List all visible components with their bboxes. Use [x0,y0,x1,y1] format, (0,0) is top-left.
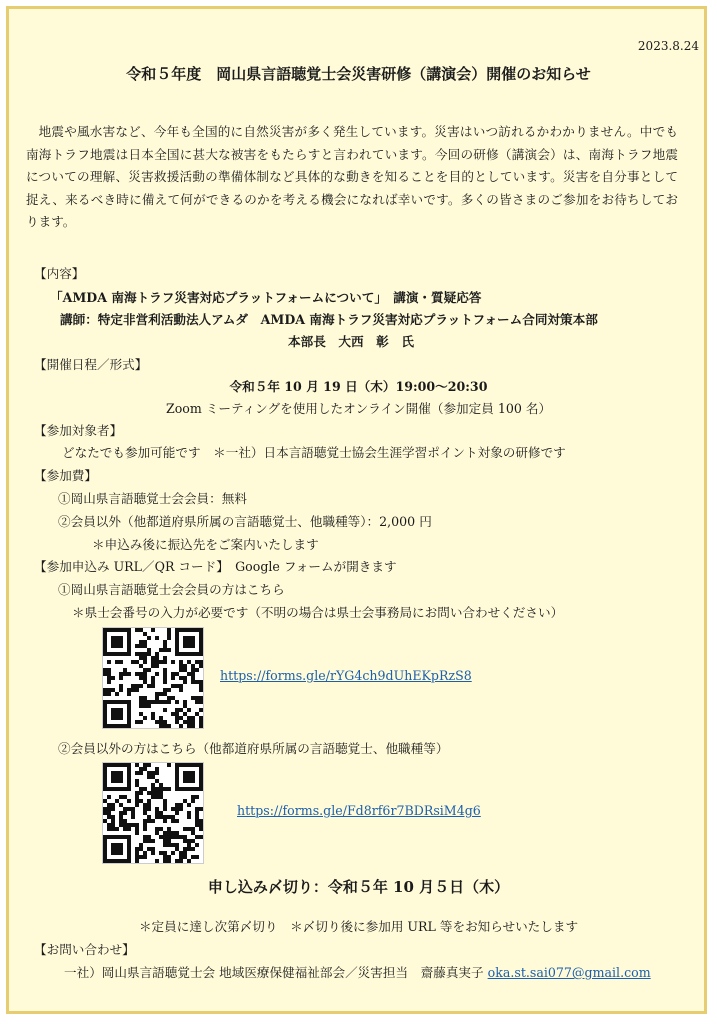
deadline-note: ＊定員に達し次第〆切り ＊〆切り後に参加用 URL 等をお知らせいたします [138,919,579,934]
lecture-title: 「AMDA 南海トラフ災害対応プラットフォームについて」 講演・質疑応答 [50,290,482,305]
content-heading: 【内容】 [34,266,85,281]
page-title: 令和５年度 岡山県言語聴覚士会災害研修（講演会）開催のお知らせ [126,65,591,83]
speaker-affiliation: 講師：特定非営利活動法人アムダ AMDA 南海トラフ災害対応プラットフォーム合同対策本部 [60,312,598,327]
apply-member-label: ①岡山県言語聴覚士会会員の方はこちら [58,582,285,597]
nonmember-qr-code[interactable] [102,762,204,864]
application-deadline: 申し込み〆切り：令和５年 10 月５日（木） [207,878,510,896]
event-datetime: 令和５年 10 月 19 日（木）19:00〜20:30 [229,379,488,394]
nonmember-form-link[interactable]: https://forms.gle/Fd8rf6r7BDRsiM4g6 [237,803,481,818]
fee-heading: 【参加費】 [34,468,97,483]
contact-email-link[interactable]: oka.st.sai077@gmail.com [487,965,651,980]
schedule-heading: 【開催日程／形式】 [34,357,148,372]
apply-member-note: ＊県士会番号の入力が必要です（不明の場合は県士会事務局にお問い合わせください） [72,605,564,620]
contact-info [64,962,651,981]
issue-date: 2023.8.24 [637,39,699,53]
fee-member: ①岡山県言語聴覚士会会員：無料 [58,491,247,506]
target-text: どなたでも参加可能です ＊一社）日本言語聴覚士協会生涯学習ポイント対象の研修です [62,445,566,460]
member-form-link[interactable]: https://forms.gle/rYG4ch9dUhEKpRzS8 [220,668,472,683]
apply-heading: 【参加申込み URL／QR コード】 Google フォームが開きます [34,559,397,574]
contact-text: 一社）岡山県言語聴覚士会 地域医療保健福祉部会／災害担当 齋藤真実子 [64,965,484,980]
fee-nonmember: ②会員以外（他都道府県所属の言語聴覚士、他職種等）：2,000 円 [58,514,432,529]
target-heading: 【参加対象者】 [34,423,123,438]
intro-paragraph: 地震や風水害など、今年も全国的に自然災害が多く発生しています。災害はいつ訪れるかわかりません。中でも南海トラフ地震は日本全国に甚大な被害をもたらすと言われています。今回の研修（講演会）は、南海トラフ地震についての理解、災害救援活動の準備体制など具体的な動きを知ることを目的としています。災害を自分事として捉え、来るべき時に備えて何ができるのかを考える機会になれば幸いです。多くの皆さまのご参加をお待ちしております。 [26,124,678,229]
event-format: Zoom ミーティングを使用したオンライン開催（参加定員 100 名） [165,401,552,416]
member-qr-code[interactable] [102,627,204,729]
apply-nonmember-label: ②会員以外の方はこちら（他都道府県所属の言語聴覚士、他職種等） [58,741,449,756]
speaker-name: 本部長 大西 彰 氏 [288,334,414,349]
contact-heading: 【お問い合わせ】 [34,942,135,957]
fee-note: ＊申込み後に振込先をご案内いたします [92,537,319,552]
